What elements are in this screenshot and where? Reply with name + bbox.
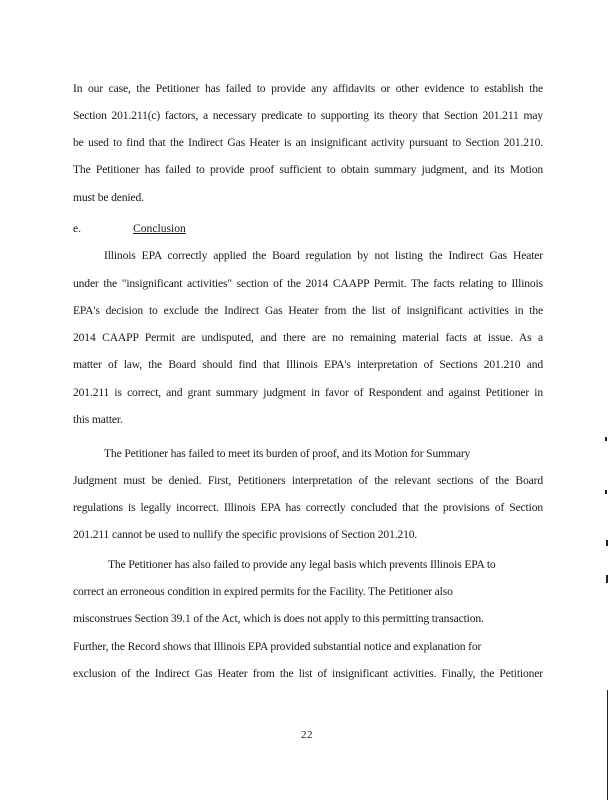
body-line: exclusion of the Indirect Gas Heater from the list of insignificant activities. Finally, the Petitioner	[73, 667, 543, 680]
page-number: 22	[301, 729, 313, 741]
body-line: under the "insignificant activities" section of the 2014 CAAPP Permit. The facts relating to Illinois	[73, 277, 543, 290]
body-line: 201.211 cannot be used to nullify the specific provisions of Section 201.210.	[73, 528, 418, 541]
body-line: 201.211 is correct, and grant summary judgment in favor of Respondent and against Petitioner in	[73, 386, 543, 399]
body-line: be used to find that the Indirect Gas Heater is an insignificant activity pursuant to Section 201.210.	[73, 136, 543, 149]
body-line: In our case, the Petitioner has failed to provide any affidavits or other evidence to establish the	[73, 82, 543, 95]
body-line: Further, the Record shows that Illinois EPA provided substantial notice and explanation for	[73, 640, 482, 653]
scan-mark	[606, 540, 608, 546]
body-line: this matter.	[73, 413, 123, 426]
body-line: matter of law, the Board should find that Illinois EPA's interpretation of Sections 201.210 and	[73, 358, 543, 371]
body-line: regulations is legally incorrect. Illinois EPA has correctly concluded that the provisions of Section	[73, 501, 543, 514]
scan-mark	[605, 437, 607, 441]
body-line: EPA's decision to exclude the Indirect Gas Heater from the list of insignificant activities in the	[73, 304, 543, 317]
body-line: Section 201.211(c) factors, a necessary predicate to supporting its theory that Section 201.211 may	[73, 109, 543, 122]
body-line: must be denied.	[73, 191, 144, 204]
scan-mark	[607, 690, 608, 800]
body-line: The Petitioner has failed to provide proof sufficient to obtain summary judgment, and its Motion	[73, 163, 543, 176]
body-line: Judgment must be denied. First, Petitioners interpretation of the relevant sections of the Board	[73, 474, 543, 487]
body-line: Illinois EPA correctly applied the Board regulation by not listing the Indirect Gas Heater	[104, 249, 543, 262]
body-line: The Petitioner has failed to meet its burden of proof, and its Motion for Summary	[104, 447, 471, 460]
section-heading-letter: e.	[73, 222, 82, 235]
body-line: The Petitioner has also failed to provide any legal basis which prevents Illinois EPA to	[108, 558, 496, 571]
body-line: correct an erroneous condition in expired permits for the Facility. The Petitioner also	[73, 585, 453, 598]
section-heading-title: Conclusion	[133, 222, 186, 235]
scan-mark	[605, 490, 607, 494]
body-line: misconstrues Section 39.1 of the Act, which is does not apply to this permitting transaction.	[73, 612, 484, 625]
body-line: 2014 CAAPP Permit are undisputed, and there are no remaining material facts at issue. As a	[73, 331, 543, 344]
scan-mark	[606, 575, 608, 583]
